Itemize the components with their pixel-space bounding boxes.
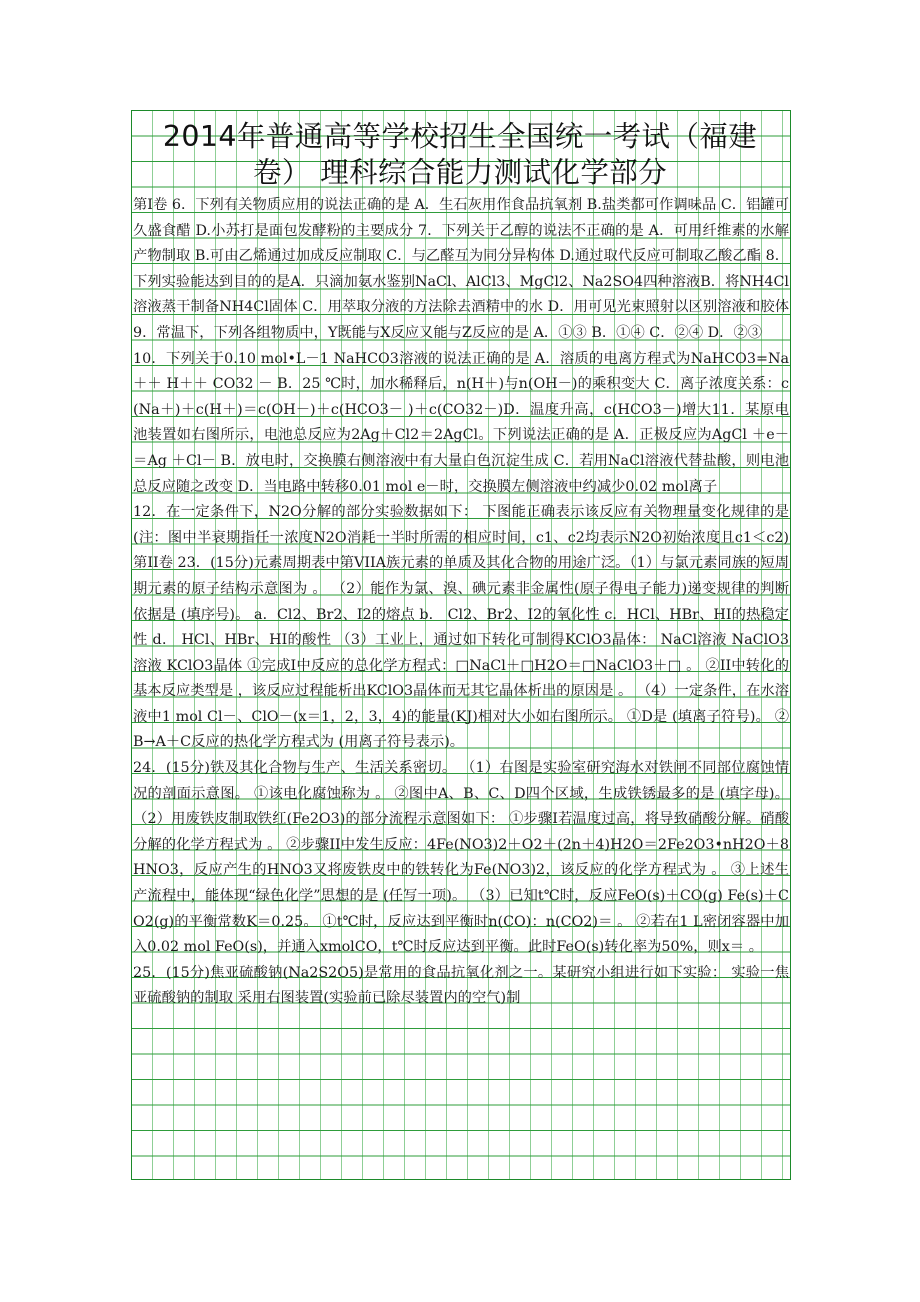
paragraph: 25．(15分)焦亚硫酸钠(Na2S2O5)是常用的食品抗氧化剂之一。某研究小组进行如下实验： 实验一焦亚硫酸钠的制取 采用右图装置(实验前已除尽装置内的空气)制: [133, 964, 789, 1007]
document-body: [132, 193, 790, 1012]
document-title: 2014年普通高等学校招生全国统一考试（福建卷） 理科综合能力测试化学部分: [162, 120, 758, 189]
paragraph: 12．在一定条件下，N2O分解的部分实验数据如下： 下图能正确表示该反应有关物理量变化规律的是(注：图中半衰期指任一浓度N2O消耗一半时所需的相应时间，c1、c2均表示N2O初始浓度且c1＜c2) 第II卷 23．(15分)元素周期表中第VIIA族元素的单质及其化合物的用途广泛。（1）与氯元素同族的短周期元素的原子结构示意图为 。 （2）能作为氯、溴、碘元素非金属性(原子得电子能力)递变规律的判断依据是 (填序号)。 a．Cl2、Br2、I2的熔点 b． Cl2、Br2、I2的氧化性 c．HCl、HBr、HI的热稳定性 d． HCl、HBr、HI的酸性 （3）工业上，通过如下转化可制得KClO3晶体： NaCl溶液 NaClO3溶液 KClO3晶体 ①完成Ⅰ中反应的总化学方程式：□NaCl＋□H2O＝□NaClO3＋□ 。 ②II中转化的基本反应类型是 ，该反应过程能析出KClO3晶体而无其它晶体析出的原因是 。 （4）一定条件，在水溶液中1 mol Cl－、ClO－(x＝1，2，3，4)的能量(KJ)相对大小如右图所示。 ①D是 (填离子符号)。 ②B→A＋C反应的热化学方程式为 (用离子符号表示)。: [133, 504, 789, 751]
paragraph: 第Ⅰ卷 6．下列有关物质应用的说法正确的是 A．生石灰用作食品抗氧剂 B.盐类都可作调味品 C．铝罐可久盛食醋 D.小苏打是面包发酵粉的主要成分 7．下列关于乙醇的说法不正确的是 A．可用纤维素的水解产物制取 B.可由乙烯通过加成反应制取 C．与乙醛互为同分异构体 D.通过取代反应可制取乙酸乙酯 8．下列实验能达到目的的是A．只滴加氨水鉴别NaCl、AlCl3、MgCl2、Na2SO4四种溶液B．将NH4Cl溶液蒸干制备NH4Cl固体 C．用萃取分液的方法除去酒精中的水 D．用可见光束照射以区别溶液和胶体 9．常温下，下列各组物质中，Y既能与X反应又能与Z反应的是 A．①③ B．①④ C．②④ D．②③: [133, 197, 789, 341]
paragraph: 10．下列关于0.10 mol•L－1 NaHCO3溶液的说法正确的是 A．溶质的电离方程式为NaHCO3=Na＋＋ H＋＋ CO32 － B．25 ℃时，加水稀释后，n(H＋)与n(OH－)的乘积变大 C．离子浓度关系：c(Na＋)＋c(H＋)＝c(OH－)＋c(HCO3－ )＋c(CO32－)D．温度升高，c(HCO3－)增大11．某原电池装置如右图所示，电池总反应为2Ag＋Cl2＝2AgCl。下列说法正确的是 A．正极反应为AgCl ＋e－＝Ag ＋Cl－ B．放电时，交换膜右侧溶液中有大量白色沉淀生成 C．若用NaCl溶液代替盐酸，则电池总反应随之改变 D．当电路中转移0.01 mol e－时，交换膜左侧溶液中约减少0.02 mol离子: [133, 350, 789, 495]
document-page: [131, 110, 791, 1180]
paragraph: 24．(15分)铁及其化合物与生产、生活关系密切。 （1）右图是实验室研究海水对铁闸不同部位腐蚀情况的剖面示意图。 ①该电化腐蚀称为 。 ②图中A、B、C、D四个区域，生成铁锈最多的是 (填字母)。 （2）用废铁皮制取铁红(Fe2O3)的部分流程示意图如下： ①步骤Ⅰ若温度过高，将导致硝酸分解。硝酸分解的化学方程式为 。 ②步骤II中发生反应：4Fe(NO3)2＋O2＋(2n＋4)H2O＝2Fe2O3•nH2O＋8HNO3，反应产生的HNO3又将废铁皮中的铁转化为Fe(NO3)2，该反应的化学方程式为 。 ③上述生产流程中，能体现“绿色化学”思想的是 (任写一项)。 （3）已知t℃时，反应FeO(s)＋CO(g) Fe(s)＋CO2(g)的平衡常数K＝0.25。 ①t℃时，反应达到平衡时n(CO)：n(CO2)＝ 。 ②若在1 L密闭容器中加入0.02 mol FeO(s)，并通入xmolCO，t℃时反应达到平衡。此时FeO(s)转化率为50%，则x＝ 。: [133, 760, 789, 956]
